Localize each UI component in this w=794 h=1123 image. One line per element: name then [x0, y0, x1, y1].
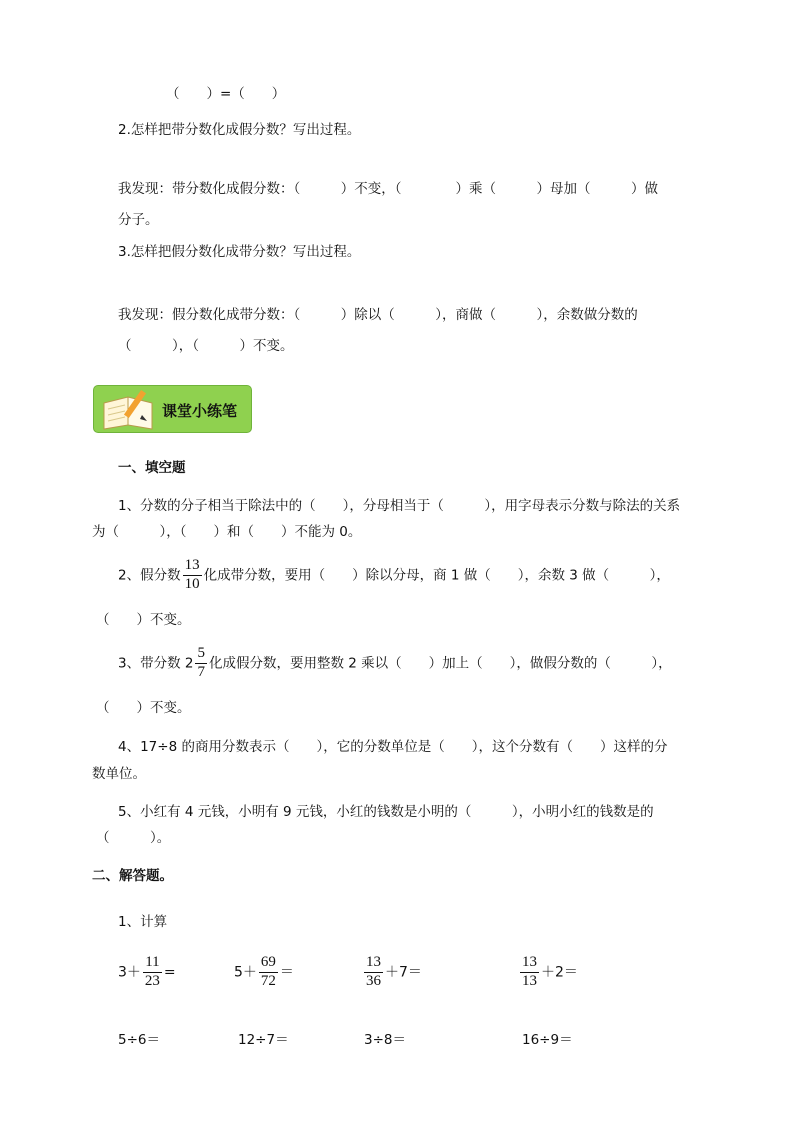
- fill-q1-line-1: 1、分数的分子相当于除法中的（ ），分母相当于（ ），用字母表示分数与除法的关系: [118, 498, 681, 514]
- question-2-finding-line-2: 分子。: [118, 212, 159, 228]
- calc-prefix: 3＋: [118, 964, 141, 981]
- notebook-pencil-icon: [98, 387, 156, 431]
- section-2-heading: 二、解答题。: [92, 868, 173, 884]
- calc-suffix: ＋7＝: [385, 964, 422, 981]
- division-item-2: 12÷7＝: [238, 1032, 289, 1048]
- fill-q3-suffix: 化成假分数，要用整数 2 乘以（ ）加上（ ），做假分数的（ ），: [208, 655, 672, 672]
- fraction-numerator: 11: [143, 955, 161, 973]
- fill-q3-prefix: 3、带分数 2: [118, 655, 194, 672]
- calc-suffix: ＋2＝: [541, 964, 578, 981]
- fraction-denominator: 72: [260, 972, 276, 989]
- fill-q1-line-2: 为（ ），（ ）和（ ）不能为 0。: [92, 524, 362, 540]
- question-3-finding-line-2: （ ），（ ）不变。: [118, 338, 294, 354]
- calc-item-4: [518, 955, 578, 990]
- fraction-denominator: 13: [522, 972, 537, 989]
- division-item-4: 16÷9＝: [522, 1032, 573, 1048]
- fill-q5-line-2: （ ）。: [96, 830, 171, 846]
- calc-item-3: [362, 955, 422, 990]
- calc-subheading: 1、计算: [118, 914, 168, 930]
- calc-suffix: =: [163, 964, 176, 981]
- calc-prefix: 5＋: [234, 964, 257, 981]
- fraction-5-7: [195, 646, 207, 681]
- fill-q3-line-1: [118, 646, 672, 681]
- fraction-denominator: 10: [184, 575, 200, 592]
- division-item-1: 5÷6＝: [118, 1032, 160, 1048]
- question-2-finding-line-1: 我发现：带分数化成假分数：（ ）不变，（ ）乘（ ）母加（ ）做: [118, 181, 658, 197]
- fill-q2-line-1: [118, 558, 670, 593]
- fraction-13-36: [364, 955, 383, 990]
- fraction-denominator: 36: [366, 972, 381, 989]
- fraction-denominator: 23: [144, 972, 160, 989]
- division-item-3: 3÷8＝: [364, 1032, 406, 1048]
- question-3-prompt: 3.怎样把假分数化成带分数？写出过程。: [118, 244, 361, 260]
- calc-suffix: ＝: [279, 964, 294, 981]
- fill-q3-line-2: （ ）不变。: [96, 700, 191, 716]
- question-3-finding-line-1: 我发现：假分数化成带分数：（ ）除以（ ），商做（ ），余数做分数的: [118, 307, 638, 323]
- fraction-numerator: 13: [520, 955, 539, 973]
- fraction-denominator: 7: [197, 663, 205, 680]
- fill-q4-line-1: 4、17÷8 的商用分数表示（ ），它的分数单位是（ ），这个分数有（ ）这样的分: [118, 739, 668, 755]
- calc-item-1: [118, 955, 176, 990]
- fill-q2-prefix: 2、假分数: [118, 567, 181, 584]
- fraction-numerator: 5: [195, 646, 207, 664]
- calc-item-2: [234, 955, 294, 990]
- fraction-numerator: 69: [259, 955, 278, 973]
- banner-title: 课堂小练笔: [162, 402, 238, 420]
- fill-q5-line-1: 5、小红有 4 元钱，小明有 9 元钱，小红的钱数是小明的（ ），小明小红的钱数是的: [118, 804, 654, 820]
- fraction-13-13: [520, 955, 539, 990]
- fraction-69-72: [259, 955, 278, 990]
- question-2-prompt: 2.怎样把带分数化成假分数？写出过程。: [118, 122, 361, 138]
- fill-q2-line-2: （ ）不变。: [96, 612, 191, 628]
- fill-q4-line-2: 数单位。: [92, 766, 146, 782]
- fraction-numerator: 13: [183, 558, 202, 576]
- fraction-13-10: [183, 558, 202, 593]
- fraction-numerator: 13: [364, 955, 383, 973]
- fraction-11-23: [143, 955, 162, 990]
- equation-blank-line: （ ）=（ ）: [166, 86, 286, 102]
- section-1-heading: 一、填空题: [118, 460, 186, 476]
- fill-q2-suffix: 化成带分数，要用（ ）除以分母，商 1 做（ ），余数 3 做（ ），: [203, 567, 670, 584]
